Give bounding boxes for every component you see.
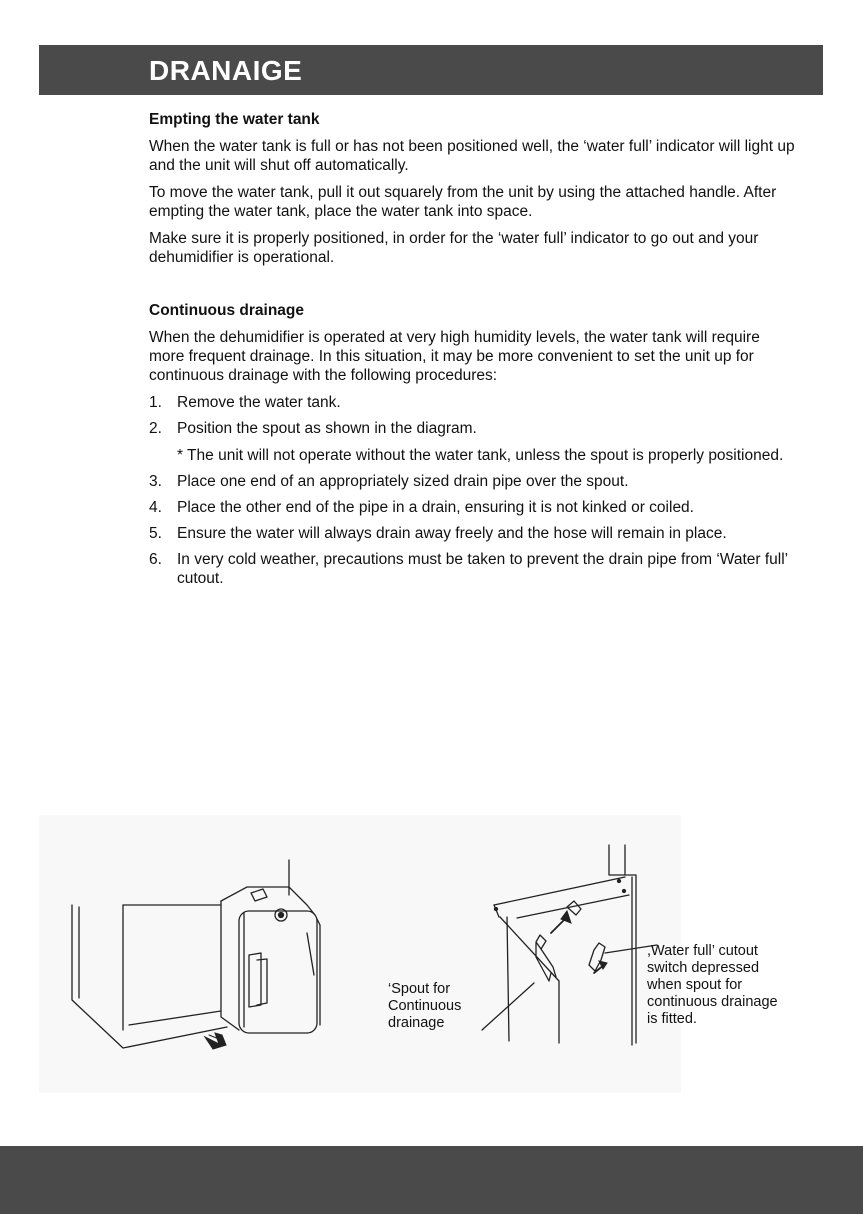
paragraph: To move the water tank, pull it out squarely from the unit by using the attached handle. After empting the water tank, place the water tank into space.: [149, 184, 777, 220]
page-title: DRANAIGE: [149, 55, 303, 86]
step-text: Position the spout as shown in the diagram.: [177, 420, 477, 437]
list-item: [149, 472, 799, 491]
step-note: * The unit will not operate without the water tank, unless the spout is properly positioned.: [177, 447, 784, 464]
step-number: 2.: [149, 420, 162, 437]
list-item: [149, 524, 799, 543]
list-item: [149, 550, 799, 588]
footer-bar: [0, 1146, 863, 1214]
section-heading: Continuous drainage: [149, 302, 304, 319]
step-number: 5.: [149, 525, 162, 542]
step-number: 1.: [149, 394, 162, 411]
section-heading: Empting the water tank: [149, 111, 320, 128]
section-emptying-tank: [149, 110, 799, 267]
paragraph: Make sure it is properly positioned, in order for the ‘water full’ indicator to go out and your dehumidifier is operational.: [149, 230, 759, 266]
drainage-diagram: [39, 815, 778, 1093]
list-item: [149, 419, 799, 465]
list-item: [149, 393, 799, 412]
step-number: 3.: [149, 473, 162, 490]
step-number: 6.: [149, 551, 162, 568]
step-text: Place the other end of the pipe in a drain, ensuring it is not kinked or coiled.: [177, 499, 694, 516]
step-text: Ensure the water will always drain away freely and the hose will remain in place.: [177, 525, 727, 542]
step-text: Place one end of an appropriately sized drain pipe over the spout.: [177, 473, 629, 490]
steps-list: [149, 393, 799, 588]
page-content: [149, 110, 799, 595]
paragraph: When the water tank is full or has not been positioned well, the ‘water full’ indicator will light up and the unit will shut off automatically.: [149, 138, 795, 174]
step-text: Remove the water tank.: [177, 394, 341, 411]
paragraph: When the dehumidifier is operated at very high humidity levels, the water tank will require more frequent drainage. In this situation, it may be more convenient to set the unit up for continuous drainage with the following procedures:: [149, 329, 760, 384]
diagram-illustration: [39, 815, 681, 1093]
spout-label: ‘Spout for Continuous drainage: [388, 981, 462, 1031]
list-item: [149, 498, 799, 517]
water-full-switch-label: ,Water full’ cutout switch depressed when spout for continuous drainage is fitted.: [647, 943, 778, 1027]
section-continuous-drainage: [149, 301, 799, 588]
step-number: 4.: [149, 499, 162, 516]
step-text: In very cold weather, precautions must be taken to prevent the drain pipe from ‘Water full’ cutout.: [177, 551, 788, 587]
header-bar: [39, 45, 823, 95]
